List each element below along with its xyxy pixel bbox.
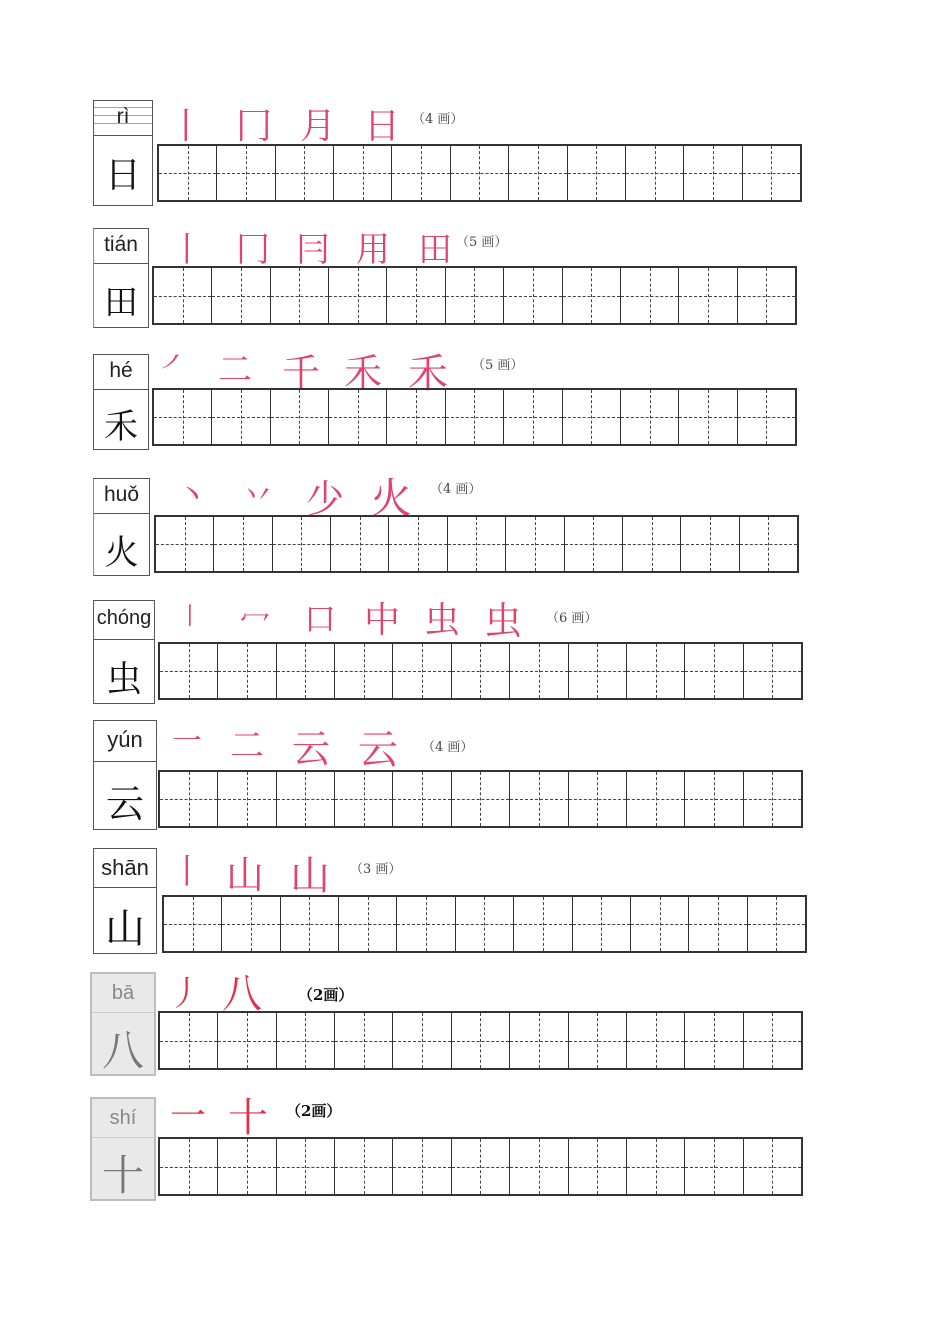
pinyin-label: tián: [104, 233, 138, 256]
character-card: [93, 100, 153, 206]
character-card: [90, 972, 156, 1076]
stroke-step: 千: [282, 351, 321, 395]
writing-grid[interactable]: [158, 1137, 803, 1196]
hanzi-character: 田: [104, 283, 138, 323]
stroke-step: 丨: [178, 602, 202, 630]
writing-grid[interactable]: [158, 642, 803, 700]
stroke-step: 中: [364, 600, 401, 641]
pinyin-label: hé: [109, 359, 133, 382]
writing-grid[interactable]: [152, 388, 797, 446]
stroke-step: 虫: [424, 600, 461, 641]
character-card: [90, 1097, 156, 1201]
stroke-count: （4 画）: [430, 482, 482, 497]
stroke-step: 丷: [242, 476, 275, 514]
stroke-count: （6 画）: [546, 611, 598, 626]
stroke-step: ㇒: [160, 350, 190, 385]
stroke-count: （2画）: [286, 1102, 342, 1120]
stroke-step: 二: [218, 350, 252, 390]
stroke-step: 丿: [168, 974, 202, 1014]
hanzi-character: 虫: [105, 659, 142, 700]
stroke-count: （5 画）: [456, 235, 508, 250]
stroke-step: 冖: [240, 604, 270, 639]
writing-grid[interactable]: [152, 266, 797, 325]
stroke-count: （4 画）: [412, 112, 464, 127]
stroke-step: 日: [364, 106, 401, 147]
hanzi-character: 火: [104, 533, 139, 573]
stroke-count: （5 画）: [472, 358, 524, 373]
character-card: [93, 848, 157, 954]
stroke-count: （4 画）: [422, 740, 474, 755]
stroke-step: 田: [418, 230, 452, 270]
character-card: [93, 228, 149, 328]
hanzi-character: 八: [101, 1026, 144, 1075]
stroke-step: 山: [226, 853, 265, 897]
writing-grid[interactable]: [158, 1011, 803, 1070]
stroke-step: 冂: [236, 230, 270, 270]
writing-grid[interactable]: [154, 515, 799, 573]
stroke-step: 冃: [296, 230, 330, 270]
stroke-count: （2画）: [298, 986, 354, 1004]
stroke-step: 八: [222, 971, 262, 1017]
hanzi-character: 禾: [104, 407, 138, 447]
stroke-step: 二: [230, 726, 264, 766]
character-card: [93, 720, 157, 830]
hanzi-character: 日: [104, 155, 141, 196]
character-card: [93, 600, 155, 704]
pinyin-label: shān: [101, 855, 149, 880]
stroke-step: 一: [170, 1096, 207, 1137]
writing-grid[interactable]: [162, 895, 807, 953]
stroke-step: 月: [300, 106, 337, 147]
character-card: [93, 354, 149, 450]
stroke-step: 火: [370, 474, 413, 523]
pinyin-label: yún: [107, 727, 143, 752]
stroke-step: 云: [358, 727, 398, 773]
stroke-step: 禾: [408, 351, 448, 397]
hanzi-character: 山: [105, 906, 145, 952]
character-card: [93, 478, 150, 576]
pinyin-label: rì: [116, 105, 130, 128]
writing-grid[interactable]: [157, 144, 802, 202]
stroke-step: 山: [290, 853, 330, 899]
stroke-step: 丶: [176, 476, 209, 514]
stroke-step: 云: [292, 727, 331, 771]
stroke-step: 禾: [344, 351, 383, 395]
stroke-step: 口: [304, 600, 337, 638]
stroke-step: 丨: [170, 230, 204, 270]
writing-grid[interactable]: [158, 770, 803, 828]
hanzi-character: 云: [105, 782, 144, 826]
stroke-step: 少: [306, 477, 345, 521]
pinyin-label: huǒ: [103, 483, 140, 506]
stroke-step: 用: [356, 230, 390, 270]
stroke-step: 一: [172, 724, 202, 759]
stroke-step: 丨: [170, 852, 204, 892]
stroke-step: 十: [228, 1095, 268, 1141]
stroke-step: 冂: [236, 106, 273, 147]
hanzi-character: 十: [101, 1151, 144, 1200]
pinyin-label: shí: [109, 1107, 137, 1129]
stroke-step: 丨: [168, 106, 205, 147]
stroke-step: 虫: [484, 599, 523, 643]
stroke-count: （3 画）: [350, 862, 402, 877]
pinyin-label: bā: [111, 982, 135, 1004]
pinyin-label: chóng: [96, 607, 152, 629]
